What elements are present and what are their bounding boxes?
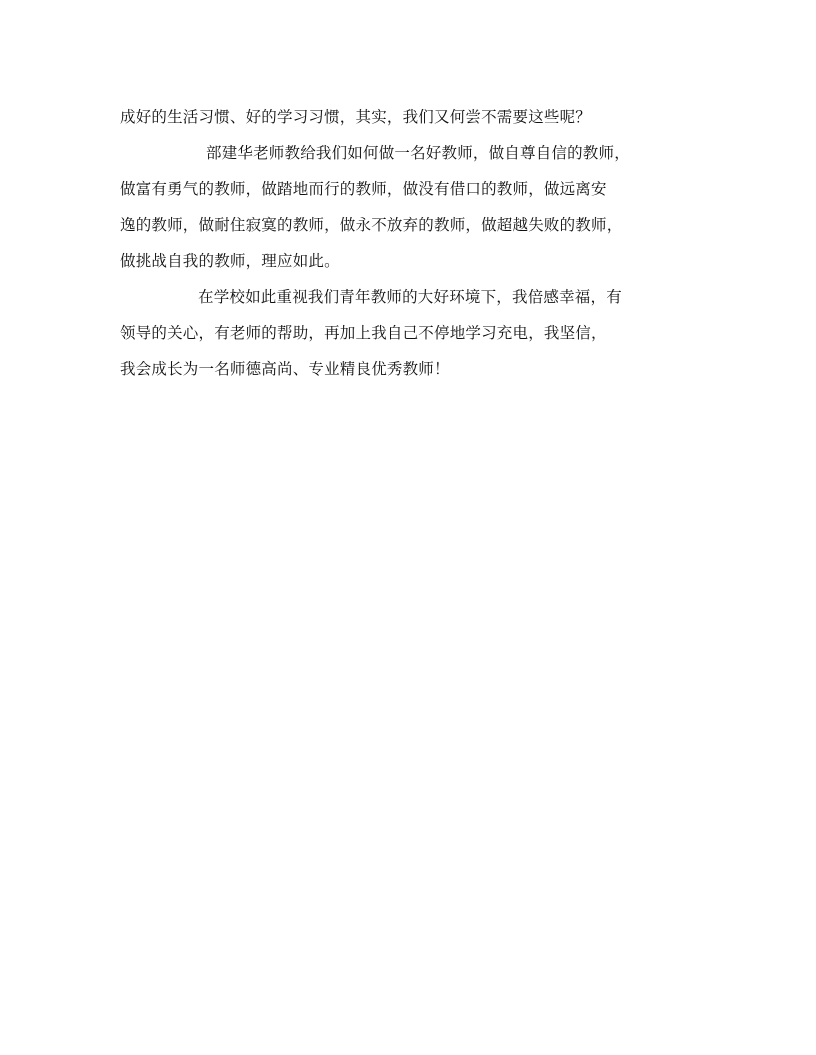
- text-line: 逸的教师，做耐住寂寞的教师，做永不放弃的教师，做超越失败的教师，: [120, 216, 623, 234]
- paragraph-1: [120, 103, 700, 139]
- text-line: 做挑战自我的教师，理应如此。: [120, 252, 340, 270]
- text-line: 部建华老师教给我们如何做一名好教师，做自尊自信的教师，: [206, 144, 630, 162]
- text-line: 我会成长为一名师德高尚、专业精良优秀教师！: [120, 360, 450, 378]
- paragraph-2: [120, 139, 700, 283]
- text-line: 领导的关心，有老师的帮助，再加上我自己不停地学习充电，我坚信，: [120, 324, 607, 342]
- text-line: 成好的生活习惯、好的学习习惯，其实，我们又何尝不需要这些呢？: [120, 108, 592, 126]
- document-body: [120, 103, 700, 391]
- paragraph-3: [120, 283, 700, 391]
- text-line: 在学校如此重视我们青年教师的大好环境下，我倍感幸福，有: [198, 288, 622, 306]
- text-line: 做富有勇气的教师，做踏地而行的教师，做没有借口的教师，做远离安: [120, 180, 607, 198]
